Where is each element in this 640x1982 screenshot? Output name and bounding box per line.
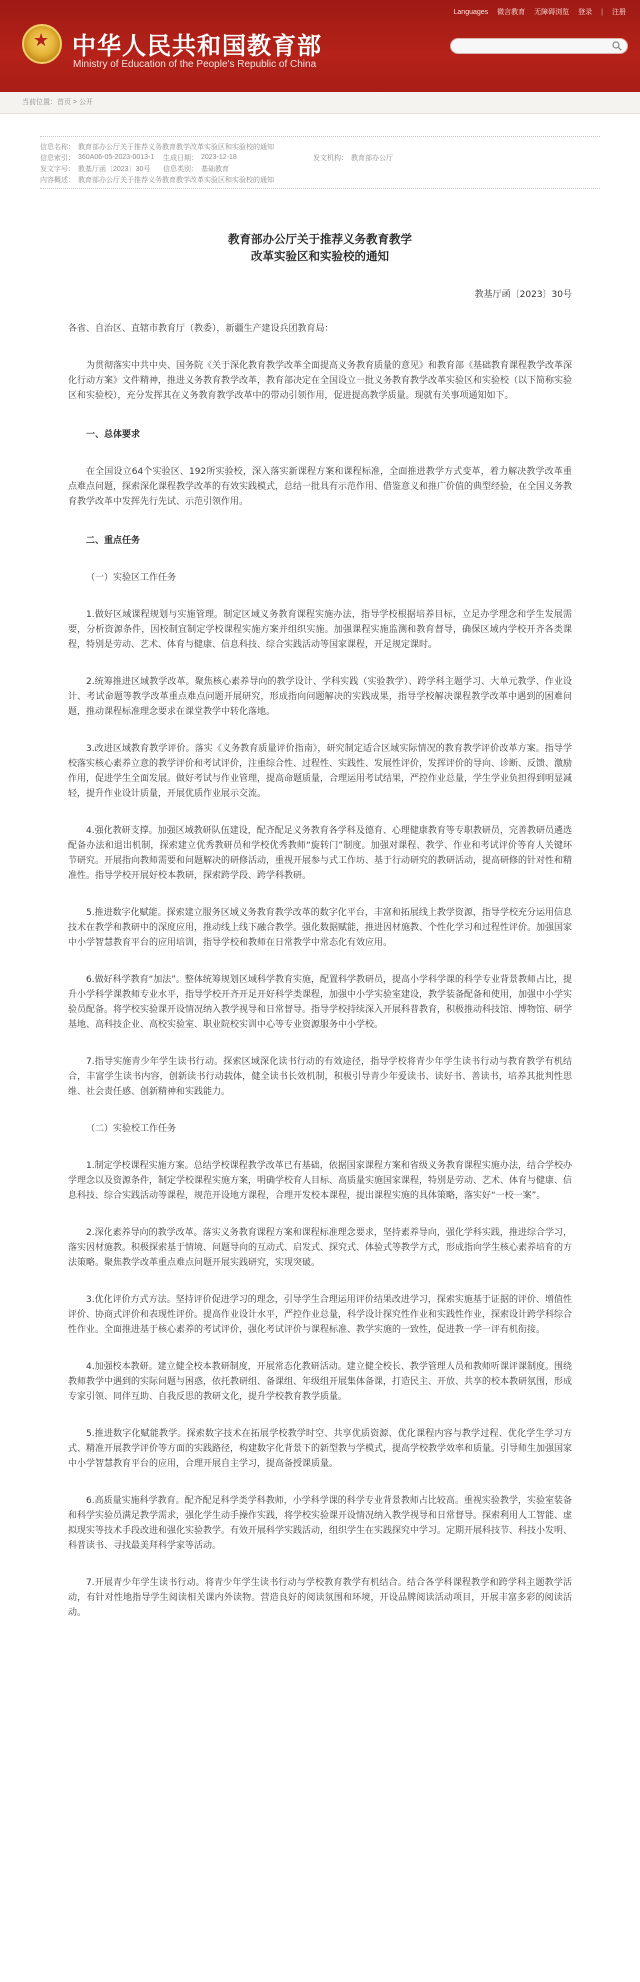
meta-label: 信息索引： xyxy=(40,154,75,162)
section-heading: 一、总体要求 xyxy=(86,430,141,440)
languages-link[interactable]: Languages xyxy=(453,8,489,16)
main-content xyxy=(40,114,600,1621)
document-title-line: 改革实验区和实验校的通知 xyxy=(251,249,389,263)
meta-row-index xyxy=(40,152,600,163)
meta-issuer: 教育部办公厅 xyxy=(351,154,393,162)
meta-index: 360A06-05-2023-0013-1 xyxy=(78,154,155,161)
meta-label: 发文机构： xyxy=(313,154,348,162)
paragraph: 6.做好科学教育“加法”。整体统筹规划区域科学教育实施，配置科学教研员，提高小学科学课的科学专业背景教师占比，提升小学科学课教师专业水平，指导学校开齐开足开好科学类课程，加强中小学实验室建设，教学装备配备和使用，加强中小学实验员配备。将学校实验课开设情况纳入教学视导和日常督导。指导学校持续深入开展科普教育，积极推动科技馆、博物馆、研学基地、高科技企业、高校实验室、职业院校实训中心等专业资源服务中小学校。 xyxy=(68,975,573,1030)
paragraph: 6.高质量实施科学教育。配齐配足科学类学科教师，小学科学课的科学专业背景教师占比较高。重视实验教学，实验室装备和科学实验员满足教学需求，强化学生动手操作实践，将学校实验课开设情况纳入教学视导和日常督导。探索利用人工智能、虚拟现实等技术手段改进和强化实验教学。有效开展科学实践活动，组织学生在实践探究中学习。定期开展科技节、科技小发明、科普读书、寻找最美拜科学家等活动。 xyxy=(68,1496,573,1551)
meta-doc-no: 教基厅函〔2023〕30号 xyxy=(78,165,151,173)
paragraph: 在全国设立64个实验区、192所实验校，深入落实新课程方案和课程标准，全面推进教学方式变革，着力解决教学改革重点难点问题，探索深化课程教学改革的有效实践模式，总结一批具有示范作用、借鉴意义和推广价值的典型经验，在全国义务教育教学改革中发挥先行先试、示范引领作用。 xyxy=(68,467,573,507)
document-title-line: 教育部办公厅关于推荐义务教育教学 xyxy=(228,232,412,246)
paragraph: 3.优化评价方式方法。坚持评价促进学习的理念，引导学生合理运用评价结果改进学习，探索实施基于证据的评价、增值性评价、协商式评价和表现性评价。提高作业设计水平，严控作业总量，科学设计探究性作业和实践性作业，探索设计跨学科综合性作业。全面推进基于核心素养的考试评价，强化考试评价与课程标准、教学实施的一致性，促进教一学一评有机衔接。 xyxy=(68,1295,573,1335)
national-emblem-icon: ★ xyxy=(22,24,62,64)
section-heading: 二、重点任务 xyxy=(86,536,141,546)
accessibility-link[interactable]: 无障碍浏览 xyxy=(534,9,570,16)
login-link[interactable]: 登录 xyxy=(578,9,593,16)
meta-info-name: 教育部办公厅关于推荐义务教育教学改革实验区和实验校的通知 xyxy=(78,143,274,151)
paragraph: 4.加强校本教研。建立健全校本教研制度，开展常态化教研活动。建立健全校长、教学管理人员和教师听课评课制度。围绕教师教学中遇到的实际问题与困惑，依托教研组、备课组、年级组开展集体备课，打造民主、开放、共享的校本教研氛围，形成专家引领、同伴互助、自我反思的教研文化，提升学校教育教学质量。 xyxy=(68,1362,573,1402)
meta-label: 生成日期： xyxy=(163,154,198,162)
intro-paragraph: 为贯彻落实中共中央、国务院《关于深化教育教学改革全面提高义务教育质量的意见》和教育部《基础教育课程教学改革深化行动方案》文件精神，推进义务教育教学改革，教育部决定在全国设立一批义务教育教学改革实验区和实验校（以下简称实验区和实验校），充分发挥其在义务教育教学改革中的带动引领作用，促进提高教学质量。现就有关事项通知如下。 xyxy=(68,361,573,401)
subsection-heading: （二）实验校工作任务 xyxy=(86,1124,177,1134)
meta-label: 发文字号： xyxy=(40,165,75,173)
site-title[interactable]: 中华人民共和国教育部 xyxy=(72,31,322,60)
paragraph: 2.深化素养导向的教学改革。落实义务教育课程方案和课程标准理念要求，坚持素养导向，强化学科实践，推进综合学习，落实因材施教。积极探索基于情境、问题导向的互动式、启发式、探究式、体验式等教学方式，形成指向学生核心素养培育的方法策略。聚焦教学改革重点难点问题开展实践研究，实现突破。 xyxy=(68,1228,573,1268)
register-link[interactable]: 注册 xyxy=(612,9,626,16)
paragraph: 1.做好区域课程规划与实施管理。制定区域义务教育课程实施办法，指导学校根据培养目标，立足办学理念和学生发展需要，分析资源条件，因校制宜制定学校课程实施方案并组织实施。加强课程实施监测和教育督导，确保区域内学校开齐各类课程，特别是劳动、艺术、体育与健康、信息科技、综合实践活动等国家课程，开足规定课时。 xyxy=(68,610,572,650)
subsection-heading: （一）实验区工作任务 xyxy=(86,573,177,583)
paragraph: 3.改进区域教育教学评价。落实《义务教育质量评价指南》，研究制定适合区域实际情况的教育教学评价改革方案。指导学校落实核心素养立意的教学评价和考试评价，注重综合性、过程性、实践性、发展性评价，发挥评价的导向、诊断、反馈、激励作用，促进学生全面发展。做好考试与作业管理，提高命题质量，合理运用考试结果，严控作业总量，学生学业负担得到明显减轻，提升作业设计质量，开展优质作业展示交流。 xyxy=(68,744,573,799)
paragraph: 2.统筹推进区域教学改革。聚焦核心素养导向的教学设计、学科实践（实验教学）、跨学科主题学习、大单元教学、作业设计、考试命题等教学改革重点难点问题开展研究，形成指向问题解决的实践成果，指导学校解决课程教学改革中遇到的困难问题，推动课程标准理念要求在课堂教学中转化落地。 xyxy=(68,677,572,717)
meta-summary: 教育部办公厅关于推荐义务教育教学改革实验区和实验校的通知 xyxy=(78,176,274,184)
meta-category: 基础教育 xyxy=(201,165,229,173)
meta-row-name xyxy=(40,141,600,152)
document-title xyxy=(40,231,600,265)
meta-row-summary xyxy=(40,174,600,185)
paragraph: 5.推进数字化赋能。探索建立服务区域义务教育教学改革的数字化平台，丰富和拓展线上教学资源，指导学校充分运用信息技术在教学和教研中的深度应用，推动线上线下融合教学。强化数据赋能，推进因材施教、个性化学习和过程性评价。加强国家中小学智慧教育平台的应用培训，指导学校和教师在日常教学中常态化有效应用。 xyxy=(68,908,573,948)
info-meta-table xyxy=(40,136,600,189)
article-body xyxy=(40,322,600,1621)
meta-label: 内容概述： xyxy=(40,176,75,184)
link-separator: | xyxy=(601,8,603,16)
search-input[interactable] xyxy=(450,38,628,54)
paragraph: 4.强化教研支撑。加强区域教研队伍建设，配齐配足义务教育各学科及德育、心理健康教育等专职教研员，完善教研员遴选配备办法和退出机制，探索建立优秀教研员和学校优秀教师“旋转门”制度。加强对课程、教学、作业和考试评价等育人关键环节研究。开展指向教师需要和问题解决的研修活动，重视开展参与式工作坊、基于行动研究的教研活动，提高研修的针对性和精准性。指导学校开展好校本教研，探索跨学段、跨学科教研。 xyxy=(68,826,573,881)
paragraph: 7.开展青少年学生读书行动。将青少年学生读书行动与学校教育教学有机结合。结合各学科课程教学和跨学科主题教学活动，有针对性地指导学生阅读相关课内外读物。营造良好的阅读氛围和环境，开设品牌阅读活动项目，开展丰富多彩的阅读活动。 xyxy=(68,1578,572,1618)
breadcrumb: 当前位置：首页 > 公开 xyxy=(0,92,640,114)
weiyan-link[interactable]: 微言教育 xyxy=(497,9,526,16)
addressee: 各省、自治区、直辖市教育厅（教委），新疆生产建设兵团教育局： xyxy=(68,324,334,334)
meta-label: 信息名称： xyxy=(40,143,75,151)
paragraph: 5.推进数字化赋能教学。探索数字技术在拓展学校教学时空、共享优质资源、优化课程内容与教学过程、优化学生学习方式、精准开展教学评价等方面的实践路径，构建数字化背景下的新型教与学模式，提高学校教学效率和质量。引导师生加强国家中小学智慧教育平台的应用，合理开展自主学习，提高备授课质量。 xyxy=(68,1429,573,1469)
meta-label: 信息类别： xyxy=(163,165,198,173)
paragraph: 1.制定学校课程实施方案。总结学校课程教学改革已有基础，依据国家课程方案和省级义务教育课程实施办法，结合学校办学理念以及资源条件，制定学校课程实施方案，明确学校育人目标、高质量实施国家课程，特别是劳动、艺术、体育与健康、信息科技、综合实践活动等课程，规范开设地方课程，合理开发校本课程，提出课程实施的具体策略，落实好“一校一案”。 xyxy=(68,1161,573,1201)
site-subtitle: Ministry of Education of the People's Republic of China xyxy=(73,59,317,70)
paragraph: 7.指导实施青少年学生读书行动。探索区域深化读书行动的有效途径，指导学校将青少年学生读书行动与教育教学有机结合，丰富学生读书内容，创新读书行动载体，健全读书长效机制，积极引导青少年爱读书、读好书、善读书，培养其批判性思维、社会责任感、创新精神和实践能力。 xyxy=(68,1057,572,1097)
meta-row-docno xyxy=(40,163,600,174)
top-links xyxy=(454,7,626,17)
site-header xyxy=(0,0,640,92)
document-number: 教基厅函〔2023〕30号 xyxy=(474,290,572,300)
search-icon[interactable] xyxy=(612,41,622,51)
meta-gen-date: 2023-12-18 xyxy=(201,154,237,161)
